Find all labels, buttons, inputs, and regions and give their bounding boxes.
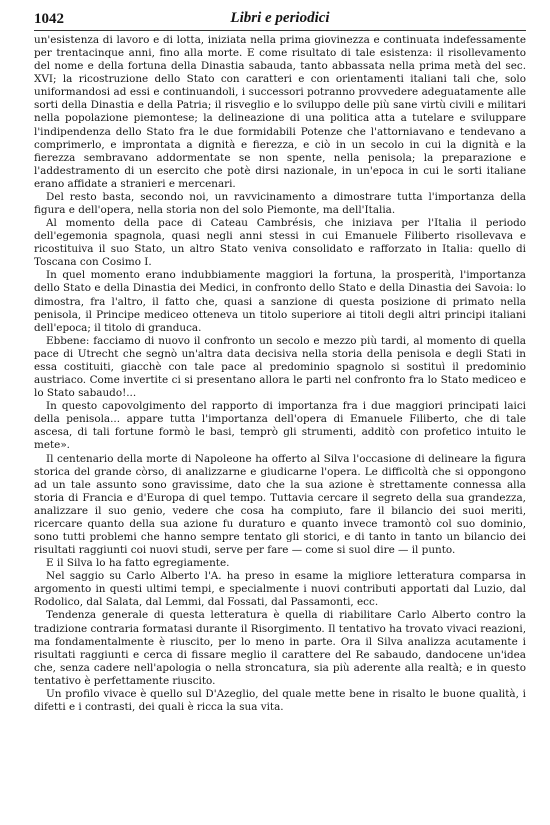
paragraph: Il centenario della morte di Napoleone ha offerto al Silva l'occasione di delineare la figura storica del grande còrso, di analizzarne e giudicarne l'opera. Le difficoltà che si oppongono ad un tale assunto sono gravissime, dato che la sua azione è strettamente connessa alla storia di Francia e d'Europa di quel tempo. Tuttavia cercare il segreto della sua grandezza, analizzare il suo genio, vedere che cosa ha compiuto, fare il bilancio dei suoi meriti, ricercare quanto della sua azione fu duraturo e quanto invece tramontò col suo dominio, sono tutti problemi che hanno sempre tentato gli storici, e di tanto in tanto un bilancio dei risultati raggiunti coi nuovi studi, serve per fare — come si suol dire — il punto. bbox=[34, 452, 526, 557]
paragraph: Tendenza generale di questa letteratura è quella di riabilitare Carlo Alberto contro la tradizione contraria formatasi durante il Risorgimento. Il tentativo ha trovato vivaci reazioni, ma fondamentalmente è riuscito, per lo meno in parte. Ora il Silva analizza acutamente i risultati raggiunti e cerca di fissare meglio il carattere del Re sabaudo, dandocene un'idea che, senza cadere nell'apologia o nella stroncatura, sia più aderente alla realtà; e in questo tentativo è perfettamente riuscito. bbox=[34, 609, 526, 687]
paragraph: E il Silva lo ha fatto egregiamente. bbox=[46, 557, 230, 570]
paragraph: Al momento della pace di Cateau Cambrésis, che iniziava per l'Italia il periodo dell'egemonia spagnola, quasi negli anni stessi in cui Emanuele Filiberto risollevava e ricostituiva il suo Stato, un altro Stato veniva consolidato e rafforzato in Italia: quello di Toscana con Cosimo I. bbox=[34, 217, 526, 269]
running-header bbox=[34, 10, 526, 31]
paragraph: In quel momento erano indubbiamente maggiori la fortuna, la prosperità, l'importanza dello Stato e della Dinastia dei Medici, in confronto dello Stato e della Dinastia dei Savoia: lo dimostra, fra l'altro, il fatto che, quasi a sanzione di questa posizione di primato nella penisola, il Principe mediceo otteneva un titolo superiore ai titoli degli altri principi italiani dell'epoca; il titolo di granduca. bbox=[34, 269, 526, 334]
paragraph: In questo capovolgimento del rapporto di importanza fra i due maggiori principati laici della penisola... appare tutta l'importanza dell'opera di Emanuele Filiberto, che di tale ascesa, di tali fortune formò le basi, temprò gli strumenti, additò con profetico intuito le mete». bbox=[34, 400, 526, 452]
paragraph: Nel saggio su Carlo Alberto l'A. ha preso in esame la migliore letteratura comparsa in argomento in questi ultimi tempi, e specialmente i nuovi contributi apportati dal Luzio, dal Rodolico, dal Salata, dal Lemmi, dal Fossati, dal Passamonti, ecc. bbox=[34, 570, 526, 609]
paragraph: Un profilo vivace è quello sul D'Azeglio, del quale mette bene in risalto le buone qualità, i difetti e i contrasti, dei quali è ricca la sua vita. bbox=[34, 687, 526, 713]
paragraph: un'esistenza di lavoro e di lotta, iniziata nella prima giovinezza e continuata indefessamente per trentacinque anni, fino alla morte. E come risultato di tale esistenza: il risollevamento del nome e della fortuna della Dinastia sabauda, tanto abbassata nella prima metà del sec. XVI; la ricostruzione dello Stato con caratteri e con orientamenti italiani tali che, solo uniformandosi ad essi e continuandoli, i successori potranno provvedere adeguatamente alle sorti della Dinastia e della Patria; il risveglio e lo sviluppo delle più sane virtù civili e militari nella popolazione piemontese; la delineazione di una politica atta a tutelare e sviluppare l'indipendenza dello Stato fra le due formidabili Potenze che l'attorniavano e tendevano a comprimerlo, e improntata a dignità e fierezza, e ciò in un secolo in cui la dignità e la fierezza sembravano addormentate se non spente, nella penisola; la preparazione e l'addestramento di un esercito che potè dirsi nazionale, in un'epoca in cui le sorti italiane erano affidate a stranieri e mercenari. bbox=[34, 34, 526, 190]
paragraph: Ebbene: facciamo di nuovo il confronto un secolo e mezzo più tardi, al momento di quella pace di Utrecht che segnò un'altra data decisiva nella storia della penisola e degli Stati in essa costituiti, giacchè con tale pace al predominio spagnolo si sostituì il predominio austriaco. Come invertite ci si presentano allora le parti nel confronto fra lo Stato mediceo e lo Stato sabaudo!... bbox=[34, 334, 526, 400]
paragraph: Del resto basta, secondo noi, un ravvicinamento a dimostrare tutta l'importanza della figura e dell'opera, nella storia non del solo Piemonte, ma dell'Italia. bbox=[34, 190, 526, 217]
article-body bbox=[34, 34, 526, 714]
page-number: 1042 bbox=[34, 11, 64, 27]
running-title: Libri e periodici bbox=[230, 10, 330, 26]
